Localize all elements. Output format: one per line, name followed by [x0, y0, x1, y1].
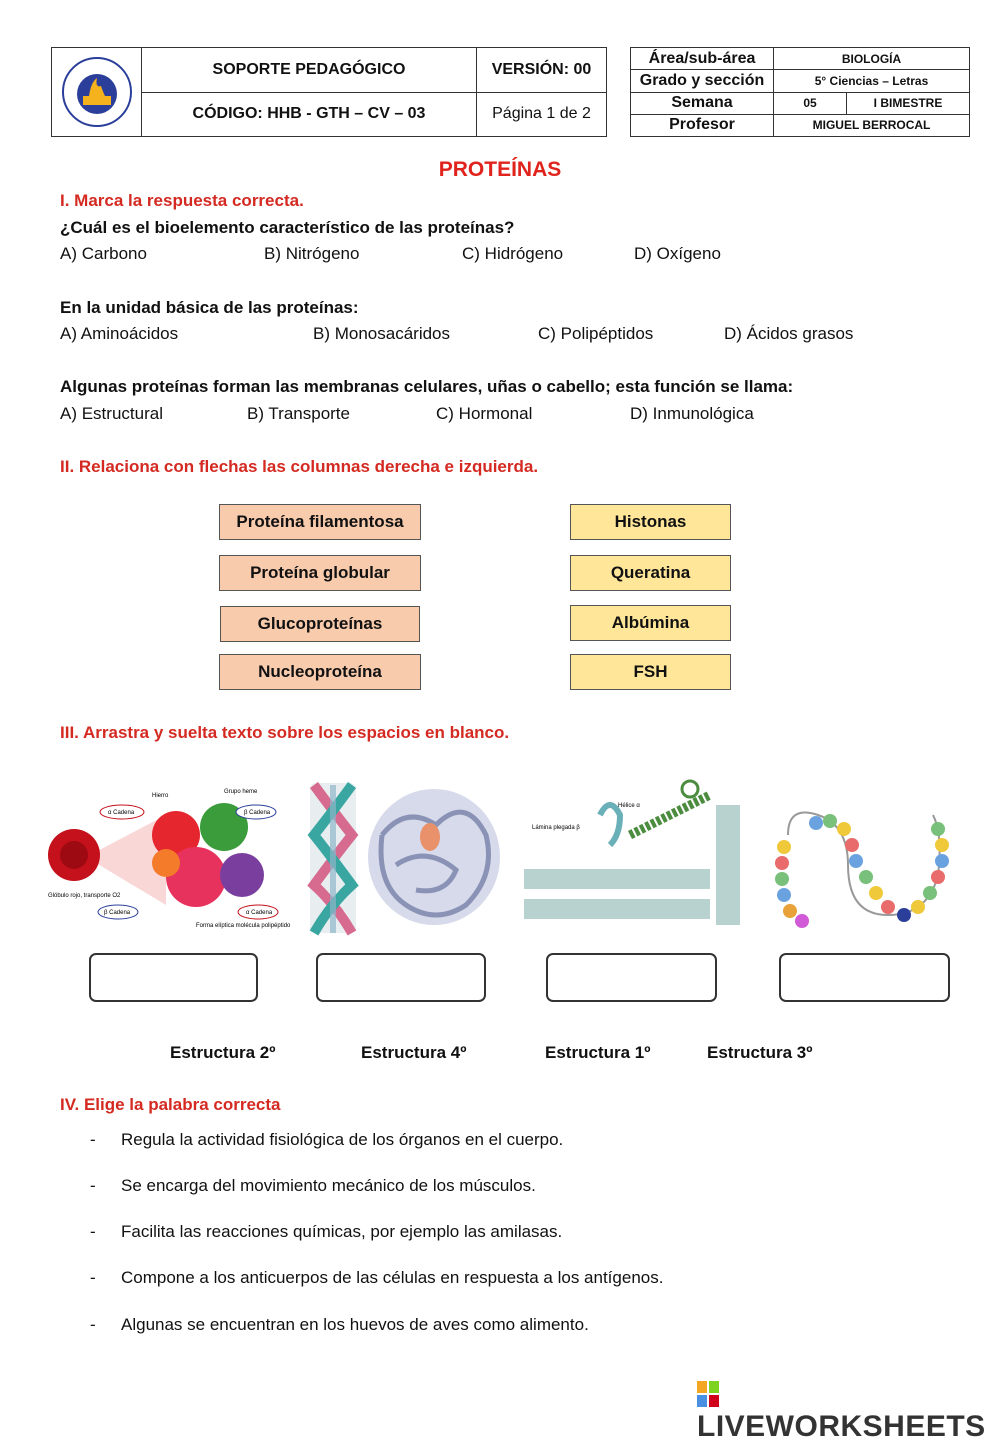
label-lamina: Lámina plegada β — [532, 825, 580, 831]
q3-option-c[interactable]: C) Hormonal — [436, 404, 533, 423]
question-1: ¿Cuál es el bioelemento característico de las proteínas? — [60, 218, 515, 237]
section3-heading: III. Arrastra y suelta texto sobre los espacios en blanco. — [60, 723, 510, 742]
q1-option-c[interactable]: C) Hidrógeno — [462, 244, 564, 263]
section1-heading: I. Marca la respuesta correcta. — [60, 191, 304, 210]
drop-slot-4[interactable] — [779, 953, 950, 1002]
grade-value: 5° Ciencias – Letras — [774, 70, 970, 92]
header-right-table — [630, 47, 970, 137]
label-hierro: Hierro — [152, 793, 169, 799]
header-page: Página 1 de 2 — [477, 92, 607, 137]
list-item-1: - Regula la actividad fisiológica de los órganos en el cuerpo. — [90, 1130, 564, 1149]
match-left-4[interactable]: Nucleoproteína — [219, 654, 421, 690]
school-logo — [61, 56, 133, 128]
drag-word-1[interactable]: Estructura 2º — [170, 1043, 276, 1062]
q2-option-b[interactable]: B) Monosacáridos — [313, 324, 451, 343]
q3-option-d[interactable]: D) Inmunológica — [630, 404, 754, 423]
header-title: SOPORTE PEDAGÓGICO — [142, 48, 477, 93]
drop-slot-3[interactable] — [546, 953, 717, 1002]
drag-word-2[interactable]: Estructura 4º — [361, 1043, 467, 1062]
teacher-label: Profesor — [631, 114, 774, 136]
q1-option-b[interactable]: B) Nitrógeno — [264, 244, 360, 263]
week-label: Semana — [631, 92, 774, 114]
liveworksheets-icon — [697, 1381, 719, 1407]
label-helice: Hélice α — [618, 803, 640, 809]
label-alpha-2: α Cadena — [246, 910, 273, 916]
question-2: En la unidad básica de las proteínas: — [60, 298, 359, 317]
q2-option-c[interactable]: C) Polipéptidos — [538, 324, 654, 343]
label-alpha-1: α Cadena — [108, 810, 135, 816]
header-version: VERSIÓN: 00 — [477, 48, 607, 93]
area-value: BIOLOGÍA — [774, 48, 970, 70]
match-left-2[interactable]: Proteína globular — [219, 555, 421, 591]
match-left-3[interactable]: Glucoproteínas — [220, 606, 420, 642]
label-globulo: Glóbulo rojo, transporte O2 — [48, 893, 121, 899]
liveworksheets-logo: LIVEWORKSHEETS — [697, 1376, 1000, 1444]
q2-option-a[interactable]: A) Aminoácidos — [60, 324, 179, 343]
header-left-table — [51, 47, 607, 137]
match-right-4[interactable]: FSH — [570, 654, 731, 690]
secondary-structure-image — [520, 775, 750, 940]
drop-slot-2[interactable] — [316, 953, 486, 1002]
section4-heading: IV. Elige la palabra correcta — [60, 1095, 281, 1114]
hemoglobin-image — [46, 775, 291, 940]
list-item-4: - Compone a los anticuerpos de las células en respuesta a los antígenos. — [90, 1268, 664, 1287]
header-code: CÓDIGO: HHB - GTH – CV – 03 — [142, 92, 477, 137]
area-label: Área/sub-área — [631, 48, 774, 70]
page-title: PROTEÍNAS — [438, 158, 562, 181]
question-3: Algunas proteínas forman las membranas celulares, uñas o cabello; esta función se llama: — [60, 377, 794, 396]
match-right-1[interactable]: Histonas — [570, 504, 731, 540]
match-left-1[interactable]: Proteína filamentosa — [219, 504, 421, 540]
section2-heading: II. Relaciona con flechas las columnas derecha e izquierda. — [60, 457, 539, 476]
drag-word-3[interactable]: Estructura 1º — [545, 1043, 651, 1062]
q2-option-d[interactable]: D) Ácidos grasos — [724, 324, 854, 343]
q3-option-b[interactable]: B) Transporte — [247, 404, 350, 423]
q3-option-a[interactable]: A) Estructural — [60, 404, 163, 423]
match-right-2[interactable]: Queratina — [570, 555, 731, 591]
list-item-2: - Se encarga del movimiento mecánico de los músculos. — [90, 1176, 536, 1195]
label-beta-1: β Cadena — [244, 810, 271, 816]
week-value: 05 — [774, 92, 847, 114]
label-grupo-heme: Grupo heme — [224, 789, 258, 795]
q1-option-d[interactable]: D) Oxígeno — [634, 244, 721, 263]
term-value: I BIMESTRE — [847, 92, 970, 114]
list-item-3: - Facilita las reacciones químicas, por ejemplo las amilasas. — [90, 1222, 563, 1241]
match-right-3[interactable]: Albúmina — [570, 605, 731, 641]
drag-word-4[interactable]: Estructura 3º — [707, 1043, 813, 1062]
grade-label: Grado y sección — [631, 70, 774, 92]
drop-slot-1[interactable] — [89, 953, 258, 1002]
teacher-value: MIGUEL BERROCAL — [774, 114, 970, 136]
logo-cell — [52, 48, 142, 137]
q1-option-a[interactable]: A) Carbono — [60, 244, 147, 263]
keratin-globular-image — [306, 775, 506, 940]
label-beta-2: β Cadena — [104, 910, 131, 916]
label-forma: Forma elíptica molécula polipéptido — [196, 923, 291, 929]
list-item-5: - Algunas se encuentran en los huevos de aves como alimento. — [90, 1315, 589, 1334]
primary-structure-image — [768, 775, 958, 940]
